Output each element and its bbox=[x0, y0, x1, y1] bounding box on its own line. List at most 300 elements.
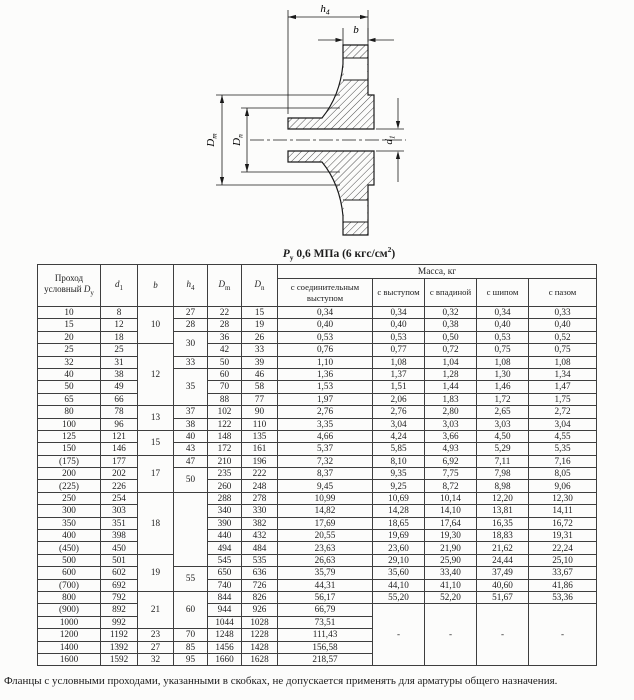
table-cell: 12,20 bbox=[477, 492, 529, 504]
table-row bbox=[38, 368, 597, 380]
table-cell bbox=[174, 492, 208, 566]
table-cell: 35 bbox=[174, 368, 208, 405]
table-cell: (700) bbox=[38, 579, 101, 591]
table-cell: - bbox=[477, 604, 529, 666]
table-cell: 135 bbox=[242, 430, 278, 442]
table-cell: 0,34 bbox=[477, 307, 529, 319]
table-cell: 0,72 bbox=[425, 344, 477, 356]
table-cell: 32 bbox=[38, 356, 101, 368]
table-cell: 4,55 bbox=[529, 430, 597, 442]
table-cell: 0,75 bbox=[477, 344, 529, 356]
table-cell: 25,10 bbox=[529, 554, 597, 566]
table-cell: 0,34 bbox=[373, 307, 425, 319]
table-cell: 40 bbox=[174, 430, 208, 442]
bolt-hole-lower bbox=[343, 200, 368, 222]
table-cell: - bbox=[373, 604, 425, 666]
table-cell: - bbox=[425, 604, 477, 666]
table-cell: 1,30 bbox=[477, 368, 529, 380]
table-row bbox=[38, 418, 597, 430]
table-cell: 0,52 bbox=[529, 331, 597, 343]
table-cell: 14,82 bbox=[278, 505, 373, 517]
table-cell: 17 bbox=[138, 455, 174, 492]
table-cell: 440 bbox=[208, 530, 242, 542]
table-cell: 27 bbox=[138, 641, 174, 653]
table-cell: 40 bbox=[38, 368, 101, 380]
table-cell: 31 bbox=[101, 356, 138, 368]
table-cell: 1,36 bbox=[278, 368, 373, 380]
table-cell: 53,36 bbox=[529, 591, 597, 603]
table-row bbox=[38, 331, 597, 343]
table-row bbox=[38, 505, 597, 517]
table-cell: 90 bbox=[242, 406, 278, 418]
table-cell: 1,04 bbox=[425, 356, 477, 368]
table-row bbox=[38, 567, 597, 579]
table-cell: 23,60 bbox=[373, 542, 425, 554]
flange-drawing bbox=[0, 0, 634, 243]
table-cell: 20 bbox=[38, 331, 101, 343]
table-cell: 8,72 bbox=[425, 480, 477, 492]
table-cell: 43 bbox=[174, 443, 208, 455]
table-cell: 27 bbox=[174, 307, 208, 319]
table-cell: 35,79 bbox=[278, 567, 373, 579]
table-cell: 944 bbox=[208, 604, 242, 616]
table-cell: 500 bbox=[38, 554, 101, 566]
table-cell: 46 bbox=[242, 368, 278, 380]
table-cell: 5,85 bbox=[373, 443, 425, 455]
table-cell: 28 bbox=[208, 319, 242, 331]
table-cell: 9,35 bbox=[373, 468, 425, 480]
table-cell: 1,97 bbox=[278, 393, 373, 405]
table-cell: 26 bbox=[242, 331, 278, 343]
table-cell: 1,37 bbox=[373, 368, 425, 380]
table-cell: 10,14 bbox=[425, 492, 477, 504]
table-cell: 0,75 bbox=[529, 344, 597, 356]
table-cell: 9,06 bbox=[529, 480, 597, 492]
table-cell: 0,40 bbox=[373, 319, 425, 331]
table-cell: 1,08 bbox=[477, 356, 529, 368]
table-cell: 0,40 bbox=[278, 319, 373, 331]
table-cell: 3,03 bbox=[425, 418, 477, 430]
table-cell: (450) bbox=[38, 542, 101, 554]
table-cell: 102 bbox=[208, 406, 242, 418]
table-cell: 1600 bbox=[38, 653, 101, 665]
table-cell: 18,65 bbox=[373, 517, 425, 529]
col-header-dy: Проход условный $D_у$ bbox=[38, 265, 101, 307]
table-cell: 7,11 bbox=[477, 455, 529, 467]
table-cell: 12 bbox=[138, 344, 174, 406]
table-cell: 1392 bbox=[101, 641, 138, 653]
table-cell: 12,30 bbox=[529, 492, 597, 504]
table-cell: 25 bbox=[101, 344, 138, 356]
col-header-mass-groove: с пазом bbox=[529, 279, 597, 307]
table-cell: (900) bbox=[38, 604, 101, 616]
table-cell: 278 bbox=[242, 492, 278, 504]
table-cell: 1028 bbox=[242, 616, 278, 628]
table-cell: 0,32 bbox=[425, 307, 477, 319]
table-cell: 400 bbox=[38, 530, 101, 542]
table-cell: 6,92 bbox=[425, 455, 477, 467]
table-cell: 7,16 bbox=[529, 455, 597, 467]
table-cell: 150 bbox=[38, 443, 101, 455]
table-cell: 4,93 bbox=[425, 443, 477, 455]
table-cell: 40,60 bbox=[477, 579, 529, 591]
table-cell: 70 bbox=[208, 381, 242, 393]
table-cell: 0,38 bbox=[425, 319, 477, 331]
table-cell: 226 bbox=[101, 480, 138, 492]
table-cell: 88 bbox=[208, 393, 242, 405]
table-cell: 2,65 bbox=[477, 406, 529, 418]
table-cell: 35,60 bbox=[373, 567, 425, 579]
table-cell: 0,40 bbox=[529, 319, 597, 331]
table-cell: 1228 bbox=[242, 629, 278, 641]
table-cell: 65 bbox=[38, 393, 101, 405]
dn-label: $D_n$ bbox=[231, 134, 245, 146]
table-cell: 2,72 bbox=[529, 406, 597, 418]
table-cell: 844 bbox=[208, 591, 242, 603]
table-cell: 78 bbox=[101, 406, 138, 418]
table-cell: 15 bbox=[38, 319, 101, 331]
col-header-mass-joint: с соединительным выступом bbox=[278, 279, 373, 307]
table-cell: 303 bbox=[101, 505, 138, 517]
table-row bbox=[38, 579, 597, 591]
table-cell: 1,46 bbox=[477, 381, 529, 393]
table-cell: 146 bbox=[101, 443, 138, 455]
table-cell: 9,25 bbox=[373, 480, 425, 492]
table-cell: 73,51 bbox=[278, 616, 373, 628]
table-row bbox=[38, 517, 597, 529]
table-cell: 351 bbox=[101, 517, 138, 529]
table-cell: 8 bbox=[101, 307, 138, 319]
table-cell: 260 bbox=[208, 480, 242, 492]
col-header-mass-recessed: с впадиной bbox=[425, 279, 477, 307]
table-cell: 1000 bbox=[38, 616, 101, 628]
table-row bbox=[38, 591, 597, 603]
table-cell: 100 bbox=[38, 418, 101, 430]
col-header-mass: Масса, кг bbox=[278, 265, 597, 279]
table-cell: 14,10 bbox=[425, 505, 477, 517]
table-cell: 602 bbox=[101, 567, 138, 579]
table-cell: 3,35 bbox=[278, 418, 373, 430]
table-row bbox=[38, 430, 597, 442]
table-cell: 4,24 bbox=[373, 430, 425, 442]
footnote: Фланцы с условными проходами, указанными в скобках, не допускается применять для арматуры общего назначения. bbox=[4, 675, 558, 688]
table-cell: 0,76 bbox=[278, 344, 373, 356]
table-row bbox=[38, 443, 597, 455]
table-cell: 66 bbox=[101, 393, 138, 405]
table-cell: 1,10 bbox=[278, 356, 373, 368]
table-cell: 484 bbox=[242, 542, 278, 554]
table-cell: 600 bbox=[38, 567, 101, 579]
table-cell: 0,53 bbox=[477, 331, 529, 343]
table-cell: 926 bbox=[242, 604, 278, 616]
table-cell: 33,40 bbox=[425, 567, 477, 579]
h4-label: $h_4$ bbox=[320, 3, 330, 17]
table-cell: 330 bbox=[242, 505, 278, 517]
table-cell: 1,28 bbox=[425, 368, 477, 380]
table-cell: 33 bbox=[242, 344, 278, 356]
table-cell: 23,63 bbox=[278, 542, 373, 554]
table-cell: 3,03 bbox=[477, 418, 529, 430]
col-header-mass-raised: с выступом bbox=[373, 279, 425, 307]
table-cell: 49 bbox=[101, 381, 138, 393]
table-cell: 3,04 bbox=[373, 418, 425, 430]
table-row bbox=[38, 356, 597, 368]
col-header-h4: $h_4$ bbox=[174, 265, 208, 307]
table-row bbox=[38, 554, 597, 566]
table-cell: 2,06 bbox=[373, 393, 425, 405]
table-cell: 50 bbox=[174, 468, 208, 493]
table-cell: 1,83 bbox=[425, 393, 477, 405]
table-cell: 13 bbox=[138, 406, 174, 431]
table-cell: 1,72 bbox=[477, 393, 529, 405]
table-cell: 390 bbox=[208, 517, 242, 529]
table-cell: 50 bbox=[208, 356, 242, 368]
table-cell: 5,37 bbox=[278, 443, 373, 455]
table-cell: 200 bbox=[38, 468, 101, 480]
table-cell: 156,58 bbox=[278, 641, 373, 653]
flange-section-svg bbox=[0, 0, 634, 243]
table-cell: 17,64 bbox=[425, 517, 477, 529]
table-cell: 18 bbox=[138, 492, 174, 554]
table-cell: 13,81 bbox=[477, 505, 529, 517]
b-label: b bbox=[353, 24, 359, 36]
table-cell: 70 bbox=[174, 629, 208, 641]
table-cell: 892 bbox=[101, 604, 138, 616]
table-cell: 55 bbox=[174, 567, 208, 592]
table-cell: 19 bbox=[242, 319, 278, 331]
table-cell: 110 bbox=[242, 418, 278, 430]
table-cell: 0,33 bbox=[529, 307, 597, 319]
table-cell: 66,79 bbox=[278, 604, 373, 616]
table-cell: 992 bbox=[101, 616, 138, 628]
table-cell: 1,44 bbox=[425, 381, 477, 393]
table-cell: 0,34 bbox=[278, 307, 373, 319]
table-cell: 22 bbox=[208, 307, 242, 319]
table-cell: 494 bbox=[208, 542, 242, 554]
table-cell: 250 bbox=[38, 492, 101, 504]
table-cell: 9,45 bbox=[278, 480, 373, 492]
table-cell: 0,40 bbox=[477, 319, 529, 331]
table-cell: 44,31 bbox=[278, 579, 373, 591]
table-cell: 23 bbox=[138, 629, 174, 641]
table-cell: 1628 bbox=[242, 653, 278, 665]
table-cell: 501 bbox=[101, 554, 138, 566]
table-cell: 1,08 bbox=[529, 356, 597, 368]
table-cell: 22,24 bbox=[529, 542, 597, 554]
table-cell: 0,53 bbox=[278, 331, 373, 343]
table-cell: 51,67 bbox=[477, 591, 529, 603]
table-cell: 15 bbox=[138, 430, 174, 455]
table-cell: 2,80 bbox=[425, 406, 477, 418]
table-cell: 55,20 bbox=[373, 591, 425, 603]
table-cell: 25 bbox=[38, 344, 101, 356]
table-cell: 121 bbox=[101, 430, 138, 442]
table-cell: 248 bbox=[242, 480, 278, 492]
table-row bbox=[38, 468, 597, 480]
table-cell: 44,10 bbox=[373, 579, 425, 591]
table-cell: (175) bbox=[38, 455, 101, 467]
table-cell: 1,51 bbox=[373, 381, 425, 393]
table-cell: 15 bbox=[242, 307, 278, 319]
table-cell: 1660 bbox=[208, 653, 242, 665]
table-cell: 33 bbox=[174, 356, 208, 368]
table-cell: 80 bbox=[38, 406, 101, 418]
table-cell: 3,66 bbox=[425, 430, 477, 442]
table-cell: 10,99 bbox=[278, 492, 373, 504]
table-cell: 18 bbox=[101, 331, 138, 343]
table-cell: 32 bbox=[138, 653, 174, 665]
table-cell: 5,29 bbox=[477, 443, 529, 455]
table-cell: 1456 bbox=[208, 641, 242, 653]
table-cell: 7,75 bbox=[425, 468, 477, 480]
table-cell: 792 bbox=[101, 591, 138, 603]
table-cell: 8,10 bbox=[373, 455, 425, 467]
table-cell: 196 bbox=[242, 455, 278, 467]
table-cell: 7,32 bbox=[278, 455, 373, 467]
table-cell: 33,67 bbox=[529, 567, 597, 579]
table-cell: - bbox=[529, 604, 597, 666]
table-cell: 10,69 bbox=[373, 492, 425, 504]
table-cell: 1,34 bbox=[529, 368, 597, 380]
table-cell: 535 bbox=[242, 554, 278, 566]
table-row bbox=[38, 604, 597, 616]
table-row bbox=[38, 455, 597, 467]
table-cell: 19,69 bbox=[373, 530, 425, 542]
table-cell: 432 bbox=[242, 530, 278, 542]
table-cell: 95 bbox=[174, 653, 208, 665]
d1-label: $d_1$ bbox=[383, 135, 397, 145]
table-cell: (225) bbox=[38, 480, 101, 492]
table-cell: 42 bbox=[208, 344, 242, 356]
table-cell: 1044 bbox=[208, 616, 242, 628]
table-cell: 60 bbox=[174, 591, 208, 628]
table-cell: 1592 bbox=[101, 653, 138, 665]
table-cell: 16,35 bbox=[477, 517, 529, 529]
table-cell: 0,53 bbox=[373, 331, 425, 343]
table-cell: 28 bbox=[174, 319, 208, 331]
table-cell: 14,11 bbox=[529, 505, 597, 517]
table-row bbox=[38, 307, 597, 319]
table-cell: 21 bbox=[138, 591, 174, 628]
table-cell: 38 bbox=[174, 418, 208, 430]
table-cell: 726 bbox=[242, 579, 278, 591]
table-cell: 4,50 bbox=[477, 430, 529, 442]
table-cell: 41,10 bbox=[425, 579, 477, 591]
table-cell: 111,43 bbox=[278, 629, 373, 641]
table-cell: 8,05 bbox=[529, 468, 597, 480]
table-cell: 172 bbox=[208, 443, 242, 455]
table-cell: 56,17 bbox=[278, 591, 373, 603]
table-cell: 235 bbox=[208, 468, 242, 480]
table-cell: 1192 bbox=[101, 629, 138, 641]
table-cell: 2,76 bbox=[278, 406, 373, 418]
table-cell: 740 bbox=[208, 579, 242, 591]
table-cell: 545 bbox=[208, 554, 242, 566]
table-body bbox=[38, 307, 597, 666]
table-cell: 19,31 bbox=[529, 530, 597, 542]
table-cell: 19 bbox=[138, 554, 174, 591]
table-cell: 52,20 bbox=[425, 591, 477, 603]
table-cell: 58 bbox=[242, 381, 278, 393]
table-cell: 14,28 bbox=[373, 505, 425, 517]
table-cell: 24,44 bbox=[477, 554, 529, 566]
table-cell: 1,53 bbox=[278, 381, 373, 393]
table-cell: 800 bbox=[38, 591, 101, 603]
table-cell: 5,35 bbox=[529, 443, 597, 455]
col-header-dn: $D_n$ bbox=[242, 265, 278, 307]
table-cell: 8,37 bbox=[278, 468, 373, 480]
table-cell: 1400 bbox=[38, 641, 101, 653]
table-cell: 60 bbox=[208, 368, 242, 380]
table-cell: 17,69 bbox=[278, 517, 373, 529]
table-cell: 85 bbox=[174, 641, 208, 653]
table-cell: 19,30 bbox=[425, 530, 477, 542]
table-cell: 47 bbox=[174, 455, 208, 467]
table-cell: 12 bbox=[101, 319, 138, 331]
table-cell: 202 bbox=[101, 468, 138, 480]
table-cell: 636 bbox=[242, 567, 278, 579]
table-cell: 39 bbox=[242, 356, 278, 368]
table-cell: 350 bbox=[38, 517, 101, 529]
table-cell: 21,62 bbox=[477, 542, 529, 554]
table-row bbox=[38, 381, 597, 393]
table-cell: 41,86 bbox=[529, 579, 597, 591]
table-cell: 2,76 bbox=[373, 406, 425, 418]
table-cell: 125 bbox=[38, 430, 101, 442]
table-cell: 1,08 bbox=[373, 356, 425, 368]
col-header-b: b bbox=[138, 265, 174, 307]
table-row bbox=[38, 480, 597, 492]
table-row bbox=[38, 530, 597, 542]
table-cell: 122 bbox=[208, 418, 242, 430]
table-cell: 210 bbox=[208, 455, 242, 467]
table-cell: 30 bbox=[174, 331, 208, 356]
table-row bbox=[38, 542, 597, 554]
col-header-dm: $D_m$ bbox=[208, 265, 242, 307]
table-cell: 29,10 bbox=[373, 554, 425, 566]
table-row bbox=[38, 319, 597, 331]
table-cell: 650 bbox=[208, 567, 242, 579]
table-cell: 1428 bbox=[242, 641, 278, 653]
table-cell: 1,47 bbox=[529, 381, 597, 393]
table-cell: 16,72 bbox=[529, 517, 597, 529]
table-cell: 382 bbox=[242, 517, 278, 529]
table-cell: 222 bbox=[242, 468, 278, 480]
table-cell: 3,04 bbox=[529, 418, 597, 430]
table-cell: 1,75 bbox=[529, 393, 597, 405]
flange-dimensions-table bbox=[37, 264, 597, 666]
bolt-hole-upper bbox=[343, 58, 368, 80]
table-row bbox=[38, 393, 597, 405]
table-cell: 398 bbox=[101, 530, 138, 542]
table-cell: 38 bbox=[101, 368, 138, 380]
col-header-d1: $d_1$ bbox=[101, 265, 138, 307]
table-cell: 288 bbox=[208, 492, 242, 504]
table-cell: 37 bbox=[174, 406, 208, 418]
col-header-mass-tenon: с шипом bbox=[477, 279, 529, 307]
table-cell: 300 bbox=[38, 505, 101, 517]
table-cell: 26,63 bbox=[278, 554, 373, 566]
table-row bbox=[38, 406, 597, 418]
table-cell: 340 bbox=[208, 505, 242, 517]
table-cell: 0,77 bbox=[373, 344, 425, 356]
table-cell: 10 bbox=[138, 307, 174, 344]
table-cell: 826 bbox=[242, 591, 278, 603]
table-cell: 50 bbox=[38, 381, 101, 393]
table-cell: 36 bbox=[208, 331, 242, 343]
table-cell: 692 bbox=[101, 579, 138, 591]
table-cell: 77 bbox=[242, 393, 278, 405]
